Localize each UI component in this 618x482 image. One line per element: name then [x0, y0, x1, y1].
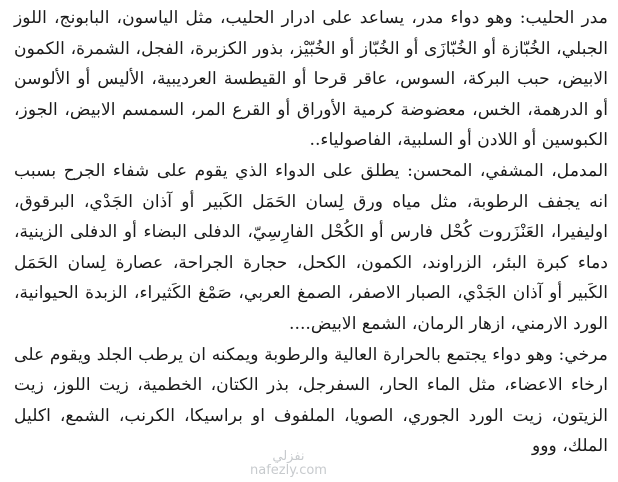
watermark-arabic: نفزلي	[272, 449, 305, 464]
paragraph-galactagogue: مدر الحليب: وهو دواء مدر، يساعد على ادرار الحليب، مثل الياسون، البابونج، اللوز الجبلي، الخُبّازة أو الخُبّازَى أو الخُبّاز أو الخُبّيْز، بذور الكزبرة، الفجل، الشمرة، الكمون الابيض، حبب البركة، السوس، عاقر قرحا أو القيطسة العرديبية، الأليس أو الألوسن أو الدرهمة، الخس، معضوضة كرمية الأوراق أو القرع المر، السمسم الابيض، الجوز، الكبوسين أو اللادن أو السلبية، الفاصولياء..	[14, 8, 608, 151]
watermark-latin: nafezly.com	[250, 463, 327, 479]
paragraph-emollient: مرخي: وهو دواء يجتمع بالحرارة العالية والرطوبة ويمكنه ان يرطب الجلد ويقوم على ارخاء الاعضاء، مثل الماء الحار، السفرجل، بذر الكتان، الخطمية، زيت اللوز، زيت الزيتون، زيت الورد الجوري، الصويا، الملفوف او براسيكا، الكرنب، الشمع، اكليل الملك، ووو	[14, 344, 608, 457]
document-body	[14, 3, 608, 462]
paragraph-wound-healing: المدمل، المشفي، المحسن: يطلق على الدواء الذي يقوم على شفاء الجرح بسبب انه يجفف الرطوبة، مثل مياه ورق لِسان الحَمَل الكَبير أو آذان الجَدْي، البرقوق، اوليفيرا، العَنْزَروت كُحْل فارس أو الكُحْل الفارِسِيّ، الدفلى البضاء أو الدفلى الزينية، دماء كبرة البئر، الزراوند، الكمون، الكحل، حجارة الجراحة، عصارة لِسان الحَمَل الكَبير أو آذان الجَدْي، الصبار الاصفر، الصمغ العربي، صَمْغ الكَثيراء، الزبدة الحيوانية، الورد الارمني، ازهار الرمان، الشمع الابيض....	[14, 160, 608, 334]
